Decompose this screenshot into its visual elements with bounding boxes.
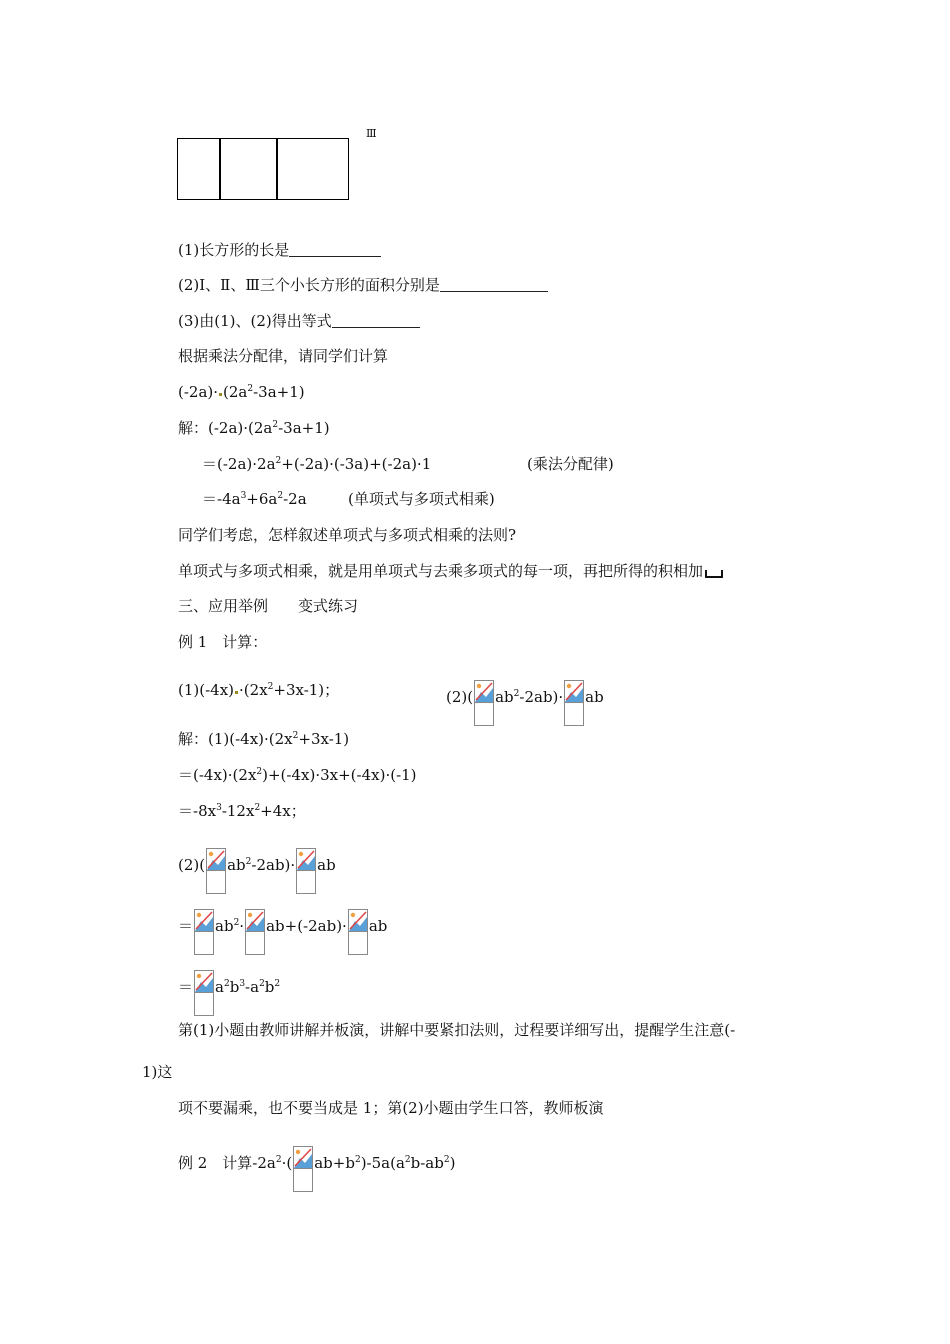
- solution-part: ab: [227, 856, 246, 874]
- expr-part: (-2a)·: [178, 383, 219, 401]
- fraction-image-icon: [296, 848, 316, 894]
- exponent: 2: [259, 979, 265, 989]
- question-1: [178, 240, 381, 260]
- exponent: 2: [292, 731, 299, 741]
- expr-part: -3a+1): [253, 383, 305, 401]
- solution-part: +3x-1): [298, 730, 350, 748]
- expr-part: -2ab)·: [519, 688, 564, 706]
- example-1-title: 例 1 计算：: [178, 633, 268, 651]
- solution-part: a: [215, 978, 224, 996]
- end-mark: [705, 570, 723, 578]
- fraction-image-icon: [206, 848, 226, 894]
- exponent: 2: [272, 420, 279, 430]
- expr-part: b-ab: [410, 1154, 444, 1172]
- rectangle-figure: [177, 138, 349, 200]
- exponent: 2: [354, 1155, 361, 1165]
- step-part: ＝-4a: [202, 490, 241, 508]
- question-2: [178, 275, 548, 295]
- exponent: 2: [513, 689, 520, 699]
- example-1-part-2: [446, 680, 604, 726]
- solution-part: ·: [239, 917, 245, 935]
- exponent: 3: [216, 803, 222, 813]
- exponent: 2: [404, 1155, 411, 1165]
- solution-part: +4x；: [260, 802, 306, 820]
- exponent: 2: [277, 491, 284, 501]
- question-1-text: (1)长方形的长是: [178, 241, 290, 259]
- step-part: -2a: [283, 490, 307, 508]
- solution-part: b: [229, 978, 240, 996]
- fraction-image-icon: [293, 1146, 313, 1192]
- exponent: 2: [223, 979, 230, 989]
- expr-part: ab: [495, 688, 514, 706]
- rectangle-divider-2: [276, 139, 278, 199]
- expr-part: ab+b: [314, 1154, 355, 1172]
- exponent: 2: [443, 1155, 450, 1165]
- solution-1-step-2: [178, 801, 306, 821]
- question-3: [178, 311, 420, 331]
- solution-line: [178, 418, 330, 438]
- blank-3: [332, 313, 420, 328]
- exponent: 2: [254, 803, 261, 813]
- blank-1: [289, 242, 381, 257]
- expr-part: (1)(-4x): [178, 681, 235, 699]
- exponent: 2: [256, 767, 263, 777]
- solution-part: ab+(-2ab)·: [266, 917, 347, 935]
- expr-part: 例 2 计算-2a: [178, 1154, 276, 1172]
- fraction-image-icon: [474, 680, 494, 726]
- intro-line: 根据乘法分配律，请同学们计算: [178, 347, 389, 365]
- solution-part: ＝: [178, 917, 194, 935]
- solution-part: ab: [215, 917, 234, 935]
- step-1-note: (乘法分配律): [527, 455, 614, 473]
- solution-part: ＝(-4x)·(2x: [178, 766, 257, 784]
- step-part: +6a: [246, 490, 278, 508]
- fraction-image-icon: [245, 909, 265, 955]
- exponent: 2: [267, 682, 274, 692]
- solution-part: )+(-4x)·3x+(-4x)·(-1): [262, 766, 417, 784]
- exponent: 3: [239, 979, 246, 989]
- expr-part: ): [449, 1154, 456, 1172]
- exponent: 2: [275, 1155, 282, 1165]
- solution-part: 解：(1)(-4x)·(2x: [178, 730, 293, 748]
- solution-2-step-2: [178, 970, 280, 1016]
- blank-2: [440, 277, 548, 292]
- fraction-image-icon: [194, 970, 214, 1016]
- expr-part: )-5a(a: [360, 1154, 405, 1172]
- figure-label-iii: Ⅲ: [366, 127, 377, 140]
- example-1-part-1: [178, 680, 339, 700]
- solution-part: -a: [245, 978, 260, 996]
- dot-mark: [235, 691, 238, 694]
- expression-line: [178, 382, 305, 402]
- step-2-line: [202, 489, 307, 509]
- note-line-1: 第(1)小题由教师讲解并板演，讲解中要紧扣法则，过程要详细写出，提醒学生注意(-: [178, 1021, 736, 1039]
- expr-part: ·(2x: [239, 681, 268, 699]
- expr-part: ·(: [281, 1154, 293, 1172]
- solution-part: (2)(: [178, 856, 206, 874]
- solution-part: ab: [317, 856, 336, 874]
- solution-part: ab: [368, 917, 388, 935]
- exponent: 2: [245, 857, 252, 867]
- step-1-line: [202, 454, 431, 474]
- think-line: 同学们考虑，怎样叙述单项式与多项式相乘的法则?: [178, 526, 517, 544]
- solution-part: 解：(-2a)·(2a: [178, 419, 273, 437]
- expr-part: (2a: [223, 383, 248, 401]
- solution-1-line: [178, 729, 349, 749]
- solution-1-step-1: [178, 765, 417, 785]
- fraction-image-icon: [564, 680, 584, 726]
- solution-part: -2ab)·: [251, 856, 296, 874]
- exponent: 2: [275, 456, 282, 466]
- question-2-text: (2)Ⅰ、Ⅱ、Ⅲ三个小长方形的面积分别是: [178, 276, 440, 294]
- exponent: 3: [240, 491, 247, 501]
- exponent: 2: [247, 384, 254, 394]
- solution-part: -3a+1): [278, 419, 330, 437]
- example-2-line: [178, 1146, 455, 1192]
- fraction-image-icon: [348, 909, 368, 955]
- solution-part: ＝-8x: [178, 802, 217, 820]
- rule-text: 单项式与多项式相乘，就是用单项式与去乘多项式的每一项，再把所得的积相加: [178, 562, 704, 580]
- dot-mark: [219, 393, 222, 396]
- solution-2-step-1: [178, 909, 387, 955]
- solution-part: ＝: [178, 978, 194, 996]
- expr-part: +3x-1)；: [273, 681, 340, 699]
- solution-part: b: [264, 978, 275, 996]
- expr-part: ab: [585, 688, 604, 706]
- exponent: 2: [274, 979, 281, 989]
- rule-line: [178, 561, 723, 581]
- step-part: +(-2a)·(-3a)+(-2a)·1: [281, 455, 432, 473]
- note-line-3: 项不要漏乘，也不要当成是 1；第(2)小题由学生口答，教师板演: [178, 1099, 604, 1117]
- solution-part: -12x: [221, 802, 255, 820]
- exponent: 2: [233, 918, 240, 928]
- step-2-note: (单项式与多项式相乘): [348, 490, 495, 508]
- note-line-2: 1)这: [142, 1063, 173, 1081]
- expr-part: (2)(: [446, 688, 474, 706]
- solution-2-line: [178, 848, 336, 894]
- rectangle-divider-1: [219, 139, 221, 199]
- fraction-image-icon: [194, 909, 214, 955]
- step-part: ＝(-2a)·2a: [202, 455, 276, 473]
- section-3-heading: 三、应用举例 变式练习: [178, 597, 359, 615]
- question-3-text: (3)由(1)、(2)得出等式: [178, 312, 332, 330]
